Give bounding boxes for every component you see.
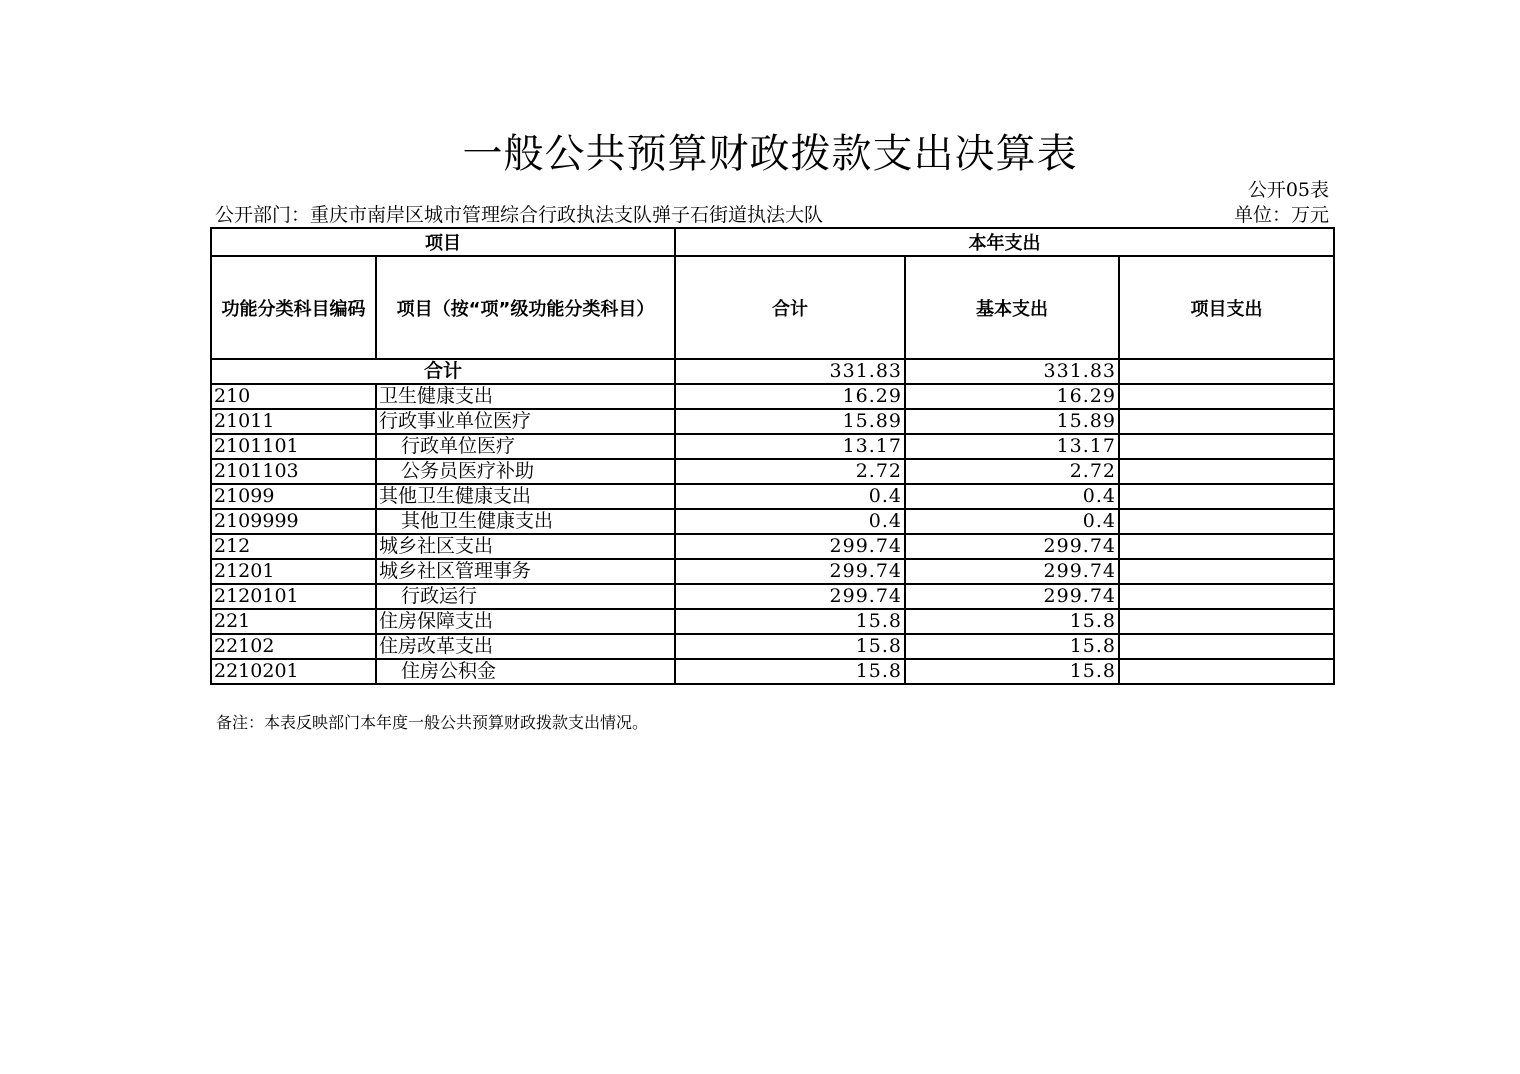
basic-cell: 0.4: [905, 509, 1119, 534]
basic-cell: 15.89: [905, 409, 1119, 434]
item-name-cell: 卫生健康支出: [376, 384, 675, 409]
code-cell: 2210201: [211, 659, 376, 684]
total-cell: 2.72: [675, 459, 905, 484]
project-cell: [1119, 584, 1334, 609]
header-current-year: 本年支出: [675, 228, 1334, 256]
item-name-cell: 行政单位医疗: [376, 434, 675, 459]
total-cell: 15.89: [675, 409, 905, 434]
item-name-cell: 行政事业单位医疗: [376, 409, 675, 434]
total-cell: 299.74: [675, 584, 905, 609]
header-code: 功能分类科目编码: [211, 256, 376, 359]
project-cell: [1119, 634, 1334, 659]
table-row: [211, 409, 1334, 434]
header-project: 项目: [211, 228, 675, 256]
item-name-cell: 其他卫生健康支出: [376, 484, 675, 509]
total-cell: 0.4: [675, 509, 905, 534]
department-label: 公开部门：重庆市南岸区城市管理综合行政执法支队弹子石街道执法大队: [215, 204, 824, 226]
basic-cell: 2.72: [905, 459, 1119, 484]
item-name-cell: 住房公积金: [376, 659, 675, 684]
table-row: [211, 459, 1334, 484]
project-cell: [1119, 534, 1334, 559]
basic-cell: 15.8: [905, 659, 1119, 684]
table-row: [211, 584, 1334, 609]
table-row: [211, 434, 1334, 459]
item-name-cell: 行政运行: [376, 584, 675, 609]
project-cell: [1119, 559, 1334, 584]
project-cell: [1119, 384, 1334, 409]
table-row: [211, 609, 1334, 634]
header-project-expense: 项目支出: [1119, 256, 1334, 359]
basic-cell: 15.8: [905, 609, 1119, 634]
total-row: [211, 359, 1334, 384]
basic-cell: 299.74: [905, 584, 1119, 609]
code-cell: 22102: [211, 634, 376, 659]
total-cell: 299.74: [675, 559, 905, 584]
total-row-label: 合计: [211, 359, 675, 384]
project-cell: [1119, 509, 1334, 534]
total-row-project: [1119, 359, 1334, 384]
form-number: 公开05表: [1247, 179, 1329, 201]
item-name-cell: 城乡社区管理事务: [376, 559, 675, 584]
project-cell: [1119, 484, 1334, 509]
footnote: 备注：本表反映部门本年度一般公共预算财政拨款支出情况。: [216, 713, 649, 732]
total-cell: 15.8: [675, 609, 905, 634]
page-title: 一般公共预算财政拨款支出决算表: [462, 131, 1078, 177]
item-name-cell: 城乡社区支出: [376, 534, 675, 559]
table-row: [211, 509, 1334, 534]
header-total: 合计: [675, 256, 905, 359]
basic-cell: 15.8: [905, 634, 1119, 659]
table-row: [211, 534, 1334, 559]
table-row: [211, 484, 1334, 509]
basic-cell: 16.29: [905, 384, 1119, 409]
code-cell: 210: [211, 384, 376, 409]
table-row: [211, 634, 1334, 659]
total-row-total: 331.83: [675, 359, 905, 384]
total-cell: 16.29: [675, 384, 905, 409]
code-cell: 21201: [211, 559, 376, 584]
basic-cell: 0.4: [905, 484, 1119, 509]
item-name-cell: 其他卫生健康支出: [376, 509, 675, 534]
table-row: [211, 384, 1334, 409]
header-item: 项目（按“项”级功能分类科目）: [376, 256, 675, 359]
unit-label: 单位：万元: [1233, 204, 1329, 226]
budget-table: [210, 227, 1335, 685]
project-cell: [1119, 609, 1334, 634]
item-name-cell: 公务员医疗补助: [376, 459, 675, 484]
table-row: [211, 559, 1334, 584]
item-name-cell: 住房改革支出: [376, 634, 675, 659]
total-cell: 0.4: [675, 484, 905, 509]
item-name-cell: 住房保障支出: [376, 609, 675, 634]
code-cell: 2101103: [211, 459, 376, 484]
header-row-top: [211, 228, 1334, 256]
project-cell: [1119, 659, 1334, 684]
project-cell: [1119, 459, 1334, 484]
code-cell: 2109999: [211, 509, 376, 534]
code-cell: 21011: [211, 409, 376, 434]
project-cell: [1119, 409, 1334, 434]
code-cell: 21099: [211, 484, 376, 509]
total-cell: 299.74: [675, 534, 905, 559]
code-cell: 212: [211, 534, 376, 559]
total-row-basic: 331.83: [905, 359, 1119, 384]
table-row: [211, 659, 1334, 684]
total-cell: 15.8: [675, 659, 905, 684]
total-cell: 13.17: [675, 434, 905, 459]
code-cell: 2101101: [211, 434, 376, 459]
code-cell: 2120101: [211, 584, 376, 609]
code-cell: 221: [211, 609, 376, 634]
header-basic: 基本支出: [905, 256, 1119, 359]
project-cell: [1119, 434, 1334, 459]
basic-cell: 299.74: [905, 559, 1119, 584]
basic-cell: 299.74: [905, 534, 1119, 559]
header-row-columns: [211, 256, 1334, 359]
total-cell: 15.8: [675, 634, 905, 659]
basic-cell: 13.17: [905, 434, 1119, 459]
